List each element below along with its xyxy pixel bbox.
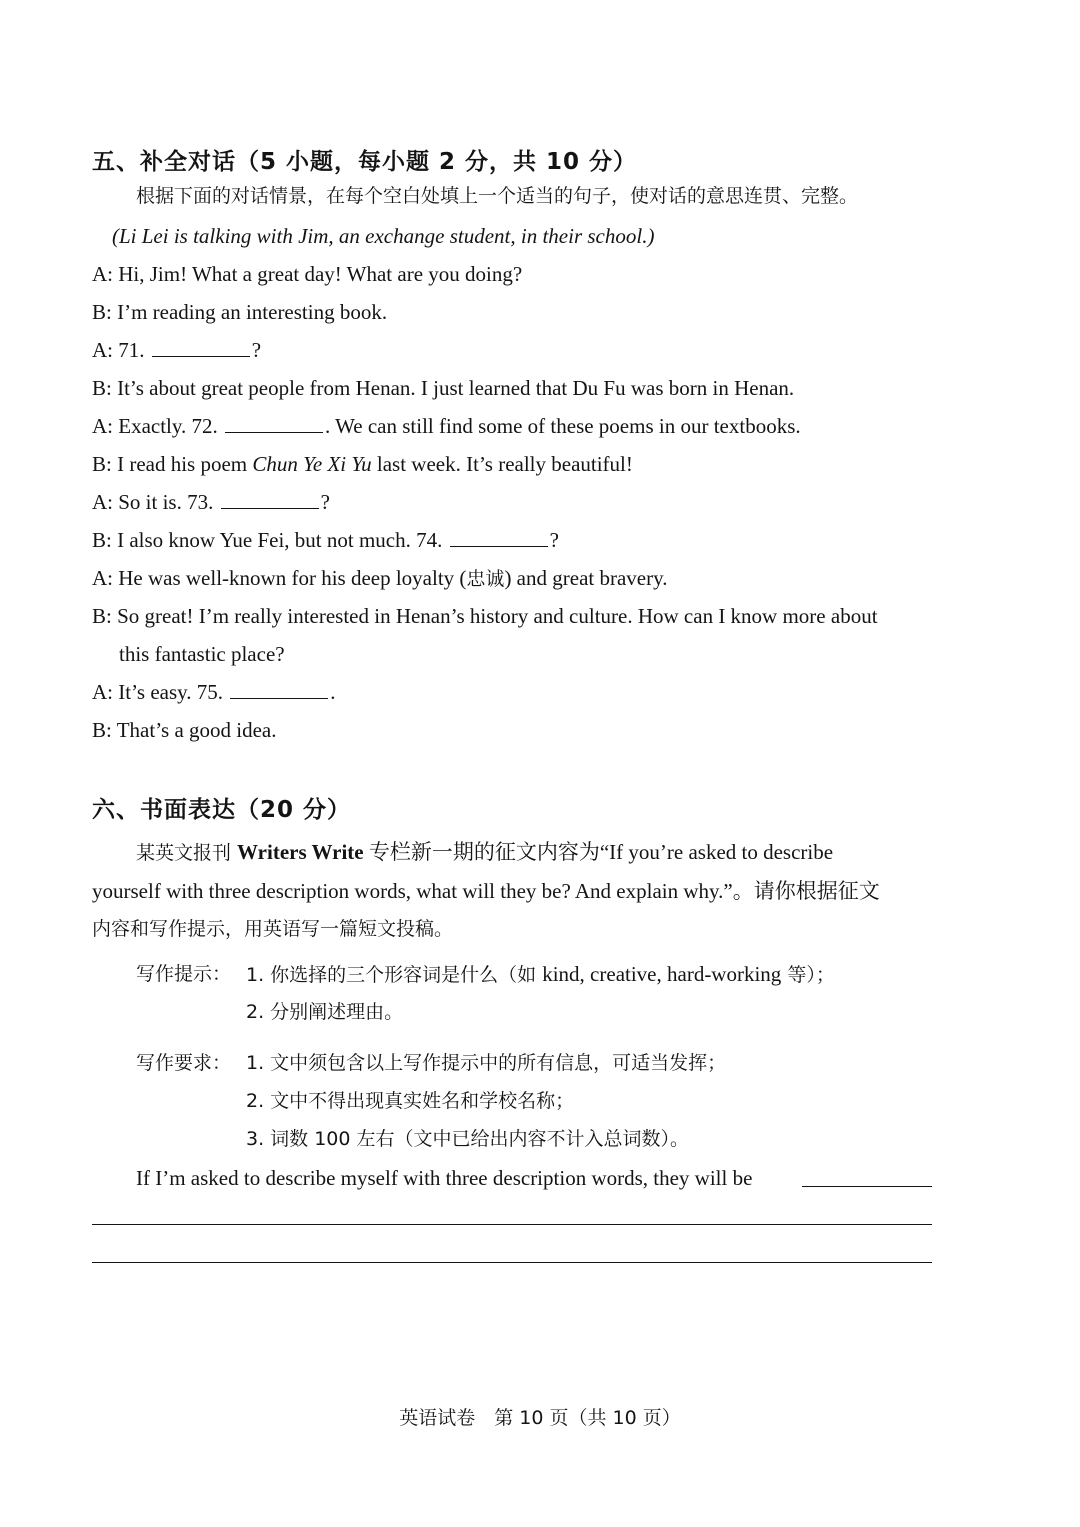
dialogue-line-9 xyxy=(92,564,668,593)
question-72-suffix: . We can still find some of these poems in our textbooks. xyxy=(325,414,801,438)
prompt-line-3: 内容和写作提示，用英语写一篇短文投稿。 xyxy=(92,918,454,940)
dialogue-line-3 xyxy=(92,336,261,364)
question-74-suffix: ? xyxy=(549,528,559,552)
line-6-text-a: B: I read his poem xyxy=(92,452,253,476)
question-72-prefix: A: Exactly. 72. xyxy=(92,414,224,438)
answer-blank-72[interactable] xyxy=(225,414,323,433)
requirements-label: 写作要求： xyxy=(136,1052,232,1074)
prompt-line-1 xyxy=(136,838,833,867)
question-73-prefix: A: So it is. 73. xyxy=(92,490,219,514)
answer-blank-75[interactable] xyxy=(230,680,328,699)
line-9-text-a: A: He was well-known for his deep loyalty ( xyxy=(92,566,467,590)
tips-label: 写作提示： xyxy=(136,963,232,985)
page-footer: 英语试卷 第 10 页（共 10 页） xyxy=(399,1407,681,1429)
dialogue-line-2: B: I’m reading an interesting book. xyxy=(92,300,388,324)
tip-1-text-a: 1. 你选择的三个形容词是什么（如 xyxy=(246,964,543,986)
column-name: Writers Write xyxy=(237,840,364,864)
dialogue-line-13: B: That’s a good idea. xyxy=(92,718,277,742)
question-73-suffix: ? xyxy=(320,490,330,514)
section5-heading: 五、补全对话（5 小题，每小题 2 分，共 10 分） xyxy=(92,149,638,175)
dialogue-line-4: B: It’s about great people from Henan. I just learned that Du Fu was born in Henan. xyxy=(92,376,795,400)
answer-blank-73[interactable] xyxy=(221,490,319,509)
dialogue-line-5 xyxy=(92,412,801,440)
answer-blank-71[interactable] xyxy=(152,338,250,357)
writing-line-1[interactable] xyxy=(92,1224,932,1225)
tip-2: 2. 分别阐述理由。 xyxy=(246,1001,404,1023)
essay-starter-blank[interactable] xyxy=(802,1186,932,1187)
essay-starter: If I’m asked to describe myself with three description words, they will be xyxy=(136,1166,753,1190)
requirement-3: 3. 词数 100 左右（文中已给出内容不计入总词数）。 xyxy=(246,1128,690,1150)
prompt-text-a: 某英文报刊 xyxy=(136,842,238,864)
dialogue-line-10: B: So great! I’m really interested in Henan’s history and culture. How can I know more about xyxy=(92,604,878,628)
dialogue-line-12 xyxy=(92,678,336,706)
question-75-suffix: . xyxy=(330,680,336,704)
dialogue-context: (Li Lei is talking with Jim, an exchange student, in their school.) xyxy=(112,224,655,248)
question-74-prefix: B: I also know Yue Fei, but not much. 74. xyxy=(92,528,448,552)
writing-line-2[interactable] xyxy=(92,1262,932,1263)
dialogue-line-8 xyxy=(92,526,559,554)
requirement-2: 2. 文中不得出现真实姓名和学校名称； xyxy=(246,1090,575,1112)
dialogue-line-6 xyxy=(92,450,633,478)
question-71-prefix: A: 71. xyxy=(92,338,150,362)
answer-blank-74[interactable] xyxy=(450,528,548,547)
section5-instruction: 根据下面的对话情景，在每个空白处填上一个适当的句子，使对话的意思连贯、完整。 xyxy=(136,185,859,207)
prompt-line-2: yourself with three description words, what will they be? And explain why.”。请你根据征文 xyxy=(92,879,880,903)
requirement-1: 1. 文中须包含以上写作提示中的所有信息，可适当发挥； xyxy=(246,1052,727,1074)
dialogue-line-1: A: Hi, Jim! What a great day! What are you doing? xyxy=(92,262,523,286)
tip-1 xyxy=(246,960,835,989)
tip-1-examples: kind, creative, hard-working xyxy=(542,962,782,986)
poem-title: Chun Ye Xi Yu xyxy=(252,452,372,476)
dialogue-line-7 xyxy=(92,488,330,516)
dialogue-line-11: this fantastic place? xyxy=(119,642,285,666)
question-71-suffix: ? xyxy=(251,338,262,362)
prompt-text-b: 专栏新一期的征文内容为“If you’re asked to describe xyxy=(363,840,834,864)
line-6-text-b: last week. It’s really beautiful! xyxy=(371,452,633,476)
section6-heading: 六、书面表达（20 分） xyxy=(92,797,352,823)
line-9-text-b: ) and great bravery. xyxy=(504,566,668,590)
question-75-prefix: A: It’s easy. 75. xyxy=(92,680,229,704)
tip-1-text-b: 等）； xyxy=(781,964,835,986)
loyalty-chinese: 忠诚 xyxy=(466,568,505,590)
